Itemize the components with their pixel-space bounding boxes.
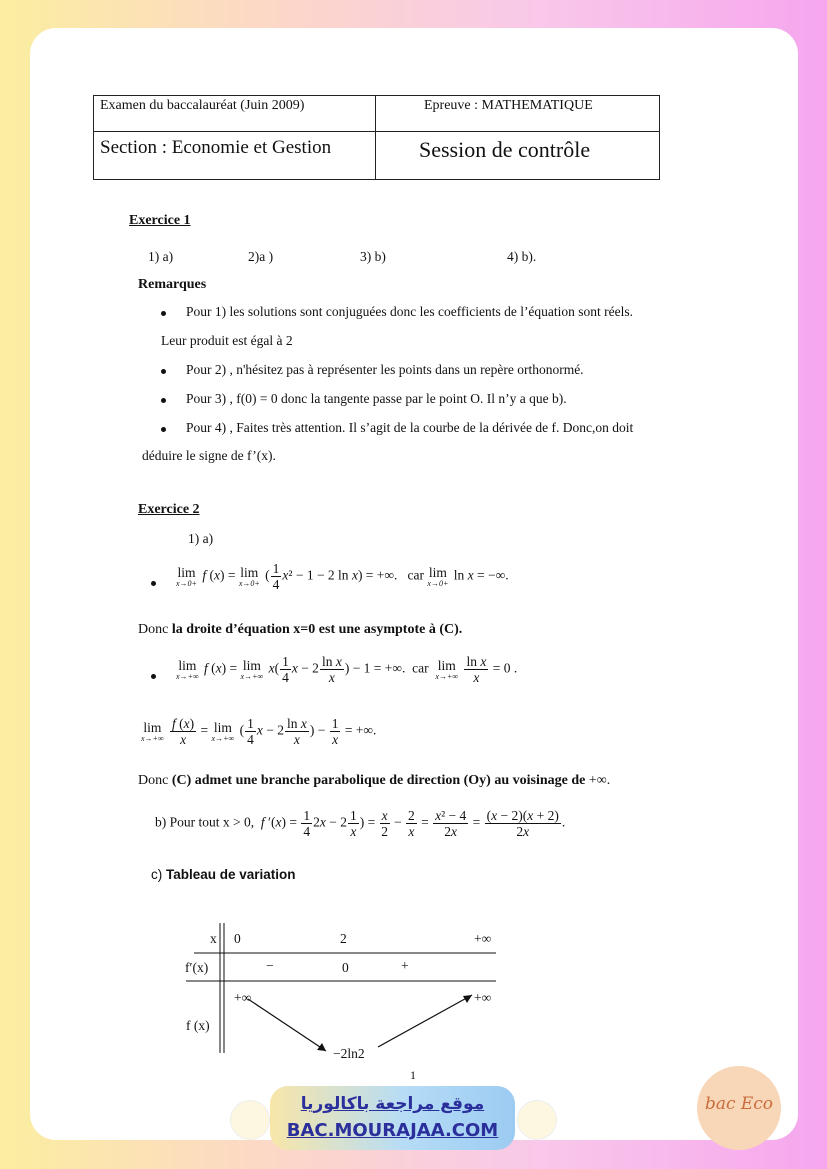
answer-1: 1) a) xyxy=(148,249,174,264)
table-x-inf: +∞ xyxy=(474,931,492,946)
arrow-head xyxy=(317,1043,326,1051)
answer-4: 4) b). xyxy=(507,249,537,264)
answer-3: 3) b) xyxy=(360,249,386,264)
bac-eco-badge: bac Eco xyxy=(697,1066,781,1150)
site-url-link[interactable]: BAC.MOURAJAA.COM xyxy=(286,1120,499,1141)
decreasing-arrow xyxy=(248,999,326,1051)
limit-at-zero-equation: lim x→0+ f (x) = lim x→0+ ( $\frac{1}{4}$ x² − 1 − 2 ln x) = +∞. car lim x→0+ ln x = −∞. xyxy=(176,561,509,592)
bullet xyxy=(161,427,166,432)
remark-2: Pour 2) , n'hésitez pas à représenter les points dans un repère orthonormé. xyxy=(186,362,584,377)
exam-header-table xyxy=(93,95,660,180)
session-label: Session de contrôle xyxy=(419,137,591,162)
table-f-label: f (x) xyxy=(186,1018,210,1033)
section-label: Section : Economie et Gestion xyxy=(100,137,332,158)
remark-1: Pour 1) les solutions sont conjuguées donc les coefficients de l’équation sont réels. xyxy=(186,304,634,319)
table-f-inf-right: +∞ xyxy=(474,990,492,1005)
answer-2: 2)a ) xyxy=(248,249,274,264)
bullet xyxy=(151,674,156,679)
table-sign-plus: + xyxy=(401,958,409,973)
bullet xyxy=(161,311,166,316)
document-page xyxy=(30,28,798,1140)
table-sign-minus: − xyxy=(266,958,274,973)
parabolic-branch-conclusion: Donc (C) admet une branche parabolique de direction (Oy) au voisinage de +∞. xyxy=(138,773,611,788)
exercise-1-title: Exercice 1 xyxy=(129,213,191,228)
table-sign-zero: 0 xyxy=(342,960,349,975)
asymptote-conclusion: Donc la droite d’équation x=0 est une asymptote à (C). xyxy=(138,622,463,637)
exam-title: Examen du baccalauréat (Juin 2009) xyxy=(100,98,305,113)
site-logo-icon xyxy=(230,1100,270,1140)
remark-4-cont: déduire le signe de f’(x). xyxy=(142,448,276,463)
bullet xyxy=(161,398,166,403)
limit-f-over-x-equation: lim x→+∞ $\frac{f (x)}{x}$ = lim x→+∞ ( $\frac{1}{4}$ x − 2 $\frac{\text{ln x}}{x}$ ) − $\frac{1}{x}$ = +∞. xyxy=(141,716,377,747)
page-number: 1 xyxy=(410,1068,416,1082)
limit-at-infinity-equation: lim x→+∞ f (x) = lim x→+∞ x( $\frac{1}{4}$ x − 2 $\frac{\text{ln x}}{x}$ ) − 1 = +∞. car lim x→+∞ $\frac{\text{ln x}}{x}$ = 0 . xyxy=(176,654,518,685)
table-x-0: 0 xyxy=(234,931,241,946)
remark-4: Pour 4) , Faites très attention. Il s’agit de la courbe de la dérivée de f. Donc,on doit xyxy=(186,420,634,435)
site-name-arabic: موقع مراجعة باكالوريا xyxy=(300,1094,485,1114)
bullet xyxy=(151,581,156,586)
site-logo-icon xyxy=(517,1100,557,1140)
epreuve-label: Epreuve : MATHEMATIQUE xyxy=(424,98,593,113)
remarks-title: Remarques xyxy=(138,277,207,292)
site-banner[interactable] xyxy=(270,1086,515,1150)
table-x-label: x xyxy=(210,931,217,946)
remark-3: Pour 3) , f(0) = 0 donc la tangente passe par le point O. Il n’y a que b). xyxy=(186,391,567,406)
bullet xyxy=(161,369,166,374)
variation-table-title: c) Tableau de variation xyxy=(151,867,296,882)
table-fprime-label: f′(x) xyxy=(185,960,209,975)
derivative-equation: b) Pour tout x > 0, f ′(x) = $\frac{1}{4}$ 2x − 2 $\frac{1}{x}$ ) = $\frac{x}{2}$ − $\frac{2}{x}$ = $\frac{\text{x² − 4}}{2x}$ = $\frac{(x - 2)(x + 2)}{2x}$ . xyxy=(155,808,566,839)
table-x-2: 2 xyxy=(340,931,347,946)
question-1a: 1) a) xyxy=(188,531,214,546)
table-f-inf-left: +∞ xyxy=(234,990,252,1005)
exercise-2-title: Exercice 2 xyxy=(138,502,200,517)
table-f-min: −2ln2 xyxy=(333,1046,365,1061)
remark-1-cont: Leur produit est égal à 2 xyxy=(161,333,293,348)
increasing-arrow xyxy=(378,995,472,1047)
